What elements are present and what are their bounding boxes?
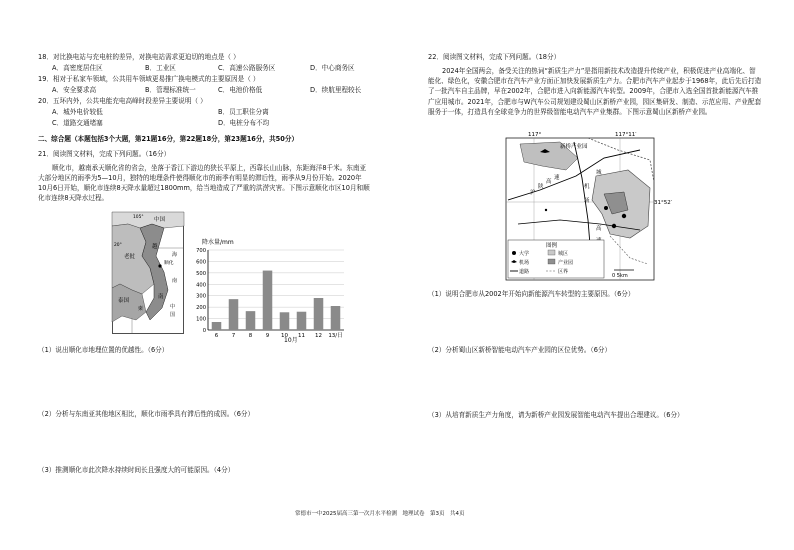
q18-stem: 18．对比换电站与充电桩的差异，对换电站需求更迫切的地点是（ ） xyxy=(38,53,240,61)
chart-x-tick-label: 8 xyxy=(248,333,253,339)
vietnam-map xyxy=(112,212,184,334)
chart-y-tick-label: 200 xyxy=(196,305,206,312)
page-footer: 常德市一中2025届高三第一次月水平检测 地理试卷 第3页 共4页 xyxy=(295,511,465,517)
hefei-road-label-2: 陕 xyxy=(538,184,544,190)
map-latitude-label: 20° xyxy=(114,243,122,248)
precipitation-bar-day-11 xyxy=(297,312,307,330)
chart-y-tick-label: 300 xyxy=(196,293,206,300)
map-label-sea-4: 国 xyxy=(170,312,176,318)
precipitation-bar-day-10 xyxy=(280,312,290,330)
legend-university-icon xyxy=(512,251,516,255)
chart-y-tick-label: 100 xyxy=(196,316,206,323)
q19-option-a: A．安全要求高 xyxy=(52,86,97,94)
legend-title: 图例 xyxy=(546,243,558,249)
chart-y-tick-label: 400 xyxy=(196,282,206,289)
hefei-road-label-7: 城 xyxy=(596,170,602,176)
q20-option-c: C．道路交通堵塞 xyxy=(52,119,103,127)
legend-park-swatch xyxy=(548,259,555,264)
chart-y-tick-label: 500 xyxy=(196,270,206,277)
university-marker-2 xyxy=(622,214,626,218)
chart-y-tick-label: 600 xyxy=(196,259,206,266)
hefei-road-label-1: 沪 xyxy=(530,190,536,196)
q20-option-d: D．电桩分布不均 xyxy=(218,119,270,127)
chart-x-tick-label: 12 xyxy=(315,333,322,339)
chart-y-tick-label: 0 xyxy=(202,328,206,334)
map-label-sea-1: 海 xyxy=(172,252,178,258)
legend-boundary-label: 区界 xyxy=(558,269,569,275)
q21-part-3: （3）推测顺化市此次降水持续时间长且强度大的可能原因。（4分） xyxy=(38,466,235,474)
xinqiao-park-label: 新桥产业园 xyxy=(560,144,588,150)
precipitation-bar-day-7 xyxy=(229,299,239,330)
q18-option-d: D．中心商务区 xyxy=(310,64,355,72)
map-label-vietnam-1: 越 xyxy=(152,244,158,250)
hefei-road-label-8: 高 xyxy=(596,226,602,232)
q20-option-a: A．城外电价较低 xyxy=(52,108,103,116)
map-label-hue: 顺化 xyxy=(164,261,174,266)
q22-part-2: （2）分析蜀山区新桥智能电动汽车产业园的区位优势。（6分） xyxy=(428,346,612,354)
legend-park-label: 产业园 xyxy=(558,260,574,266)
q19-option-d: D．续航里程较长 xyxy=(310,86,362,94)
map-label-vietnam-2: 南 xyxy=(158,294,164,300)
hefei-map-longitude-2: 117°11′ xyxy=(615,132,637,138)
chart-y-axis-label: 降水量/mm xyxy=(202,239,234,246)
map-point-marker xyxy=(545,209,547,211)
map-label-laos: 老挝 xyxy=(124,254,136,260)
precipitation-bar-day-6 xyxy=(212,322,222,330)
chart-x-tick-label: 13/日 xyxy=(328,333,343,339)
map-longitude-label: 105° xyxy=(133,215,144,220)
hue-city-marker xyxy=(158,264,161,267)
q21-part-1: （1）说出顺化市地理位置的优越性。（6分） xyxy=(38,346,169,354)
q22-passage: 2024年全国两会，备受关注的热词“新质生产力”是指用新技术改造提升传统产业，积极促进产业高端化、智能化、绿色化，安徽合肥市在汽车产业方面正加快发展新质生产力。合肥市汽车产业起步于1968年，此后先后打造了一批汽车自主品牌，早在2002年，合肥市进入向新能源汽车转型。2009年，合肥市入选全国首批新能源汽车推广应用城市。2021年，合肥市与W汽车公司规划建设蜀山区新桥产业园，园区集研发、制造、示范应用、产业配套服务于一体，打造具有全球竞争力的世界级智能电动汽车产业集群。下图示意蜀山区新桥产业园。 xyxy=(428,67,762,116)
precipitation-bar-day-12 xyxy=(314,298,324,330)
hefei-map-latitude: 31°52′ xyxy=(654,200,672,206)
university-marker-1 xyxy=(612,224,616,228)
hefei-road-label-6: 场 xyxy=(584,198,590,204)
q20-stem: 20．五环内外，公共电能充电高峰时段差异主要说明（ ） xyxy=(38,97,207,105)
legend-university-label: 大学 xyxy=(519,251,530,257)
q22-part-1: （1）说明合肥市从2002年开始向新能源汽车转型的主要原因。（6分） xyxy=(428,290,635,298)
map-label-sea-3: 中 xyxy=(170,304,176,310)
chart-x-unit: 10月 xyxy=(284,337,298,344)
q19-option-c: C．电池价格低 xyxy=(218,86,263,94)
q22-title: 22．阅读图文材料，完成下列问题。（18分） xyxy=(428,53,561,61)
hefei-xinqiao-park-map xyxy=(500,130,670,285)
chart-x-tick-label: 7 xyxy=(231,333,236,339)
precipitation-bar-day-9 xyxy=(263,271,273,330)
chart-x-tick-label: 6 xyxy=(214,333,219,339)
chart-x-tick-label: 9 xyxy=(265,333,270,339)
chart-x-tick-label: 11 xyxy=(298,333,305,339)
q18-option-c: C．高速公路服务区 xyxy=(218,64,276,72)
scale-label: 0 5km xyxy=(612,273,628,279)
map-label-sea-2: 南 xyxy=(172,278,178,284)
legend-airport-label: 机场 xyxy=(519,260,530,266)
q18-option-a: A．高密度居住区 xyxy=(52,64,103,72)
hefei-map-longitude-1: 117° xyxy=(528,132,542,138)
hefei-road-label-4: 速 xyxy=(554,175,560,181)
precipitation-bar-day-8 xyxy=(246,311,256,330)
q20-option-b: B．员工职住分离 xyxy=(218,108,269,116)
legend-urban-label: 城区 xyxy=(558,251,569,257)
q21-title: 21．阅读图文材料，完成下列问题。（16分） xyxy=(38,150,171,158)
q22-part-3: （3）从培育新质生产力角度，请为新桥产业园发展智能电动汽车提出合理建议。（6分） xyxy=(428,411,684,419)
precipitation-bar-day-13 xyxy=(331,306,341,330)
map-label-thailand: 泰国 xyxy=(118,298,130,304)
hefei-road-label-5: 机 xyxy=(584,184,590,190)
hefei-road-label-3: 高 xyxy=(546,179,552,185)
chart-x-tick-label: 10 xyxy=(281,333,288,339)
q21-passage: 顺化市，越南承天顺化省的省会，坐落于香江下游边的狭长平原上，西靠长山山脉，东距海洋8千米。东南亚大部分地区的雨季为5—10月，独特的地理条件使得顺化市的雨季有明显的滞后性，雨季从9月份开始。2020年10月6日开始，顺化市连续8天降水量超过1800mm，给当地造成了严重的洪涝灾害。下图示意顺化市区10月和顺化市连续8天降水过程。 xyxy=(38,164,370,202)
q19-option-b: B．管理标准统一 xyxy=(145,86,196,94)
q18-option-b: B．工业区 xyxy=(145,64,176,72)
q19-stem: 19．相对于私家车领域，公共用车领域更易推广换电模式的主要原因是（ ） xyxy=(38,75,260,83)
map-label-china: 中国 xyxy=(154,217,166,223)
chart-y-tick-label: 700 xyxy=(196,248,206,254)
q21-part-2: （2）分析与东南亚其他地区相比，顺化市雨季具有滞后性的成因。（6分） xyxy=(38,410,255,418)
university-marker-3 xyxy=(604,206,608,210)
precipitation-bar-chart xyxy=(188,236,348,344)
section-2-title: 二、综合题（本题包括3个大题，第21题16分，第22题18分，第23题16分，共50分） xyxy=(38,135,299,143)
legend-road-label: 道路 xyxy=(519,269,530,275)
map-label-cambodia: 柬 xyxy=(138,306,144,312)
legend-urban-swatch xyxy=(548,250,555,255)
